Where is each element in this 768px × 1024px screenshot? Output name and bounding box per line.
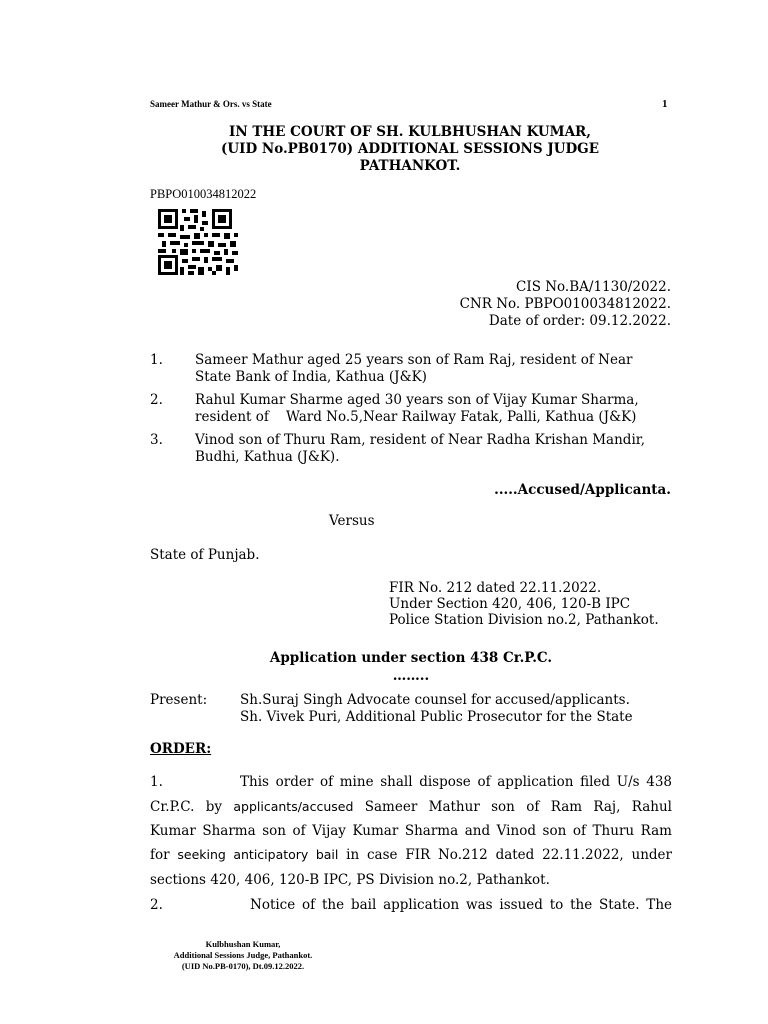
separator-dots: ……..	[392, 668, 430, 684]
court-title-line-1: IN THE COURT OF SH. KULBHUSHAN KUMAR,	[229, 124, 591, 140]
footer-uid-date: (UID No.PB-0170), Dt.09.12.2022.	[181, 961, 305, 971]
accused-1-line-1: Sameer Mathur aged 25 years son of Ram Raj, resident of Near	[195, 352, 633, 368]
running-header-case-title: Sameer Mathur & Ors. vs State	[150, 99, 272, 109]
accused-2-line-2: resident of Ward No.5,Near Railway Fatak, Palli, Kathua (J&K)	[195, 409, 637, 425]
respondent-name: State of Punjab.	[150, 547, 260, 563]
present-line-1: Sh.Suraj Singh Advocate counsel for accused/applicants.	[240, 692, 630, 708]
versus-label: Versus	[329, 513, 375, 529]
para-1-line-4-highlight: seeking anticipatory bail	[177, 847, 339, 862]
date-of-order: Date of order: 09.12.2022.	[488, 313, 671, 329]
para-1-line-5: sections 420, 406, 120-B IPC, PS Division no.2, Pathankot.	[150, 872, 550, 888]
qr-code	[158, 209, 238, 275]
footer-judge-name: Kulbhushan Kumar,	[205, 939, 281, 949]
para-1-line-2	[150, 799, 672, 815]
present-line-2: Sh. Vivek Puri, Additional Public Prosecutor for the State	[240, 709, 633, 725]
accused-1-number: 1.	[150, 352, 163, 368]
para-1-line-2-highlight: applicants/accused	[233, 799, 354, 814]
fir-line-2: Under Section 420, 406, 120-B IPC	[389, 596, 631, 612]
cnr-number: CNR No. PBPO010034812022.	[459, 296, 671, 312]
para-1-line-4-start: for	[150, 847, 178, 863]
accused-3-line-2: Budhi, Kathua (J&K).	[195, 449, 340, 465]
para-1-line-2-start: Cr.P.C. by	[150, 799, 234, 815]
accused-applicants-label: .....Accused/Applicanta.	[494, 482, 671, 498]
para-1-line-4	[150, 847, 672, 863]
court-title-line-2: (UID No.PB0170) ADDITIONAL SESSIONS JUDGE	[220, 141, 600, 157]
fir-line-3: Police Station Division no.2, Pathankot.	[389, 612, 659, 628]
accused-2-number: 2.	[150, 392, 163, 408]
page-number: 1	[662, 98, 668, 110]
footer-designation: Additional Sessions Judge, Pathankot.	[173, 950, 313, 960]
court-title-line-3: PATHANKOT.	[359, 158, 461, 174]
para-2-line-1: Notice of the bail application was issued to the State. The	[250, 897, 672, 913]
accused-3-line-1: Vinod son of Thuru Ram, resident of Near Radha Krishan Mandir,	[195, 432, 646, 448]
para-1-line-4-end: in case FIR No.212 dated 22.11.2022, under	[338, 847, 672, 863]
para-2-number: 2.	[150, 897, 163, 913]
present-label: Present:	[150, 692, 208, 708]
order-heading: ORDER:	[150, 741, 212, 757]
para-1-line-1: This order of mine shall dispose of application filed U/s 438	[240, 774, 672, 790]
para-1-line-3: Kumar Sharma son of Vijay Kumar Sharma and Vinod son of Thuru Ram	[150, 823, 672, 839]
cis-number: CIS No.BA/1130/2022.	[516, 279, 671, 295]
accused-3-number: 3.	[150, 432, 163, 448]
cnr-code: PBPO010034812022	[150, 187, 257, 201]
para-1-number: 1.	[150, 774, 163, 790]
fir-line-1: FIR No. 212 dated 22.11.2022.	[389, 580, 602, 596]
para-1-line-2-end: Sameer Mathur son of Ram Raj, Rahul	[353, 799, 672, 815]
accused-2-line-1: Rahul Kumar Sharme aged 30 years son of Vijay Kumar Sharma,	[195, 392, 639, 408]
accused-1-line-2: State Bank of India, Kathua (J&K)	[195, 369, 427, 385]
application-title: Application under section 438 Cr.P.C.	[269, 650, 553, 666]
